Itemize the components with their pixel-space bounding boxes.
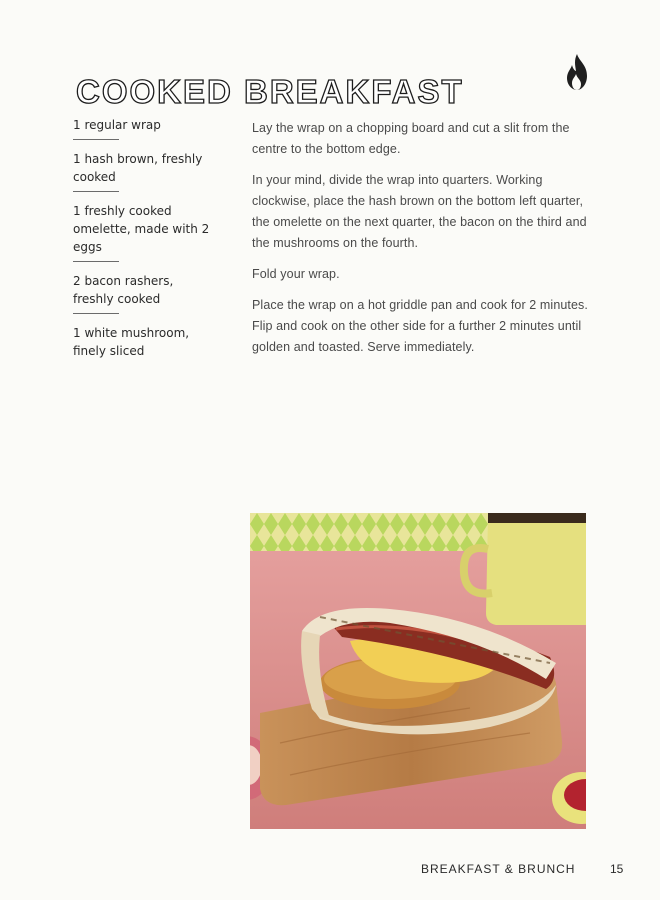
ingredient-item	[73, 324, 213, 366]
recipe-title: COOKED BREAKFAST	[76, 73, 464, 111]
section-name: BREAKFAST & BRUNCH	[421, 862, 576, 876]
ingredient-item	[73, 116, 213, 146]
ingredient-item	[73, 272, 213, 320]
ingredient-item	[73, 202, 213, 268]
flame-icon	[564, 53, 590, 91]
ingredient-text: 2 bacon rashers, freshly cooked	[73, 274, 174, 306]
ingredient-text: 1 freshly cooked omelette, made with 2 eggs	[73, 204, 210, 254]
ingredients-list	[73, 116, 213, 370]
method-step: Fold your wrap.	[252, 267, 340, 281]
ingredient-text: 1 white mushroom, finely sliced	[73, 326, 190, 358]
ingredient-text: 1 regular wrap	[73, 118, 161, 132]
method-steps	[252, 118, 592, 368]
divider	[73, 191, 119, 192]
divider	[73, 313, 119, 314]
divider	[73, 261, 119, 262]
divider	[73, 139, 119, 140]
ingredient-item	[73, 150, 213, 198]
recipe-photo	[250, 513, 586, 829]
page-number: 15	[610, 862, 624, 876]
ingredient-text: 1 hash brown, freshly cooked	[73, 152, 203, 184]
method-step: In your mind, divide the wrap into quarters. Working clockwise, place the hash brown on the bottom left quarter, the omelette on the next quarter, the bacon on the third and the mushrooms on the fourth.	[252, 173, 587, 250]
method-step: Lay the wrap on a chopping board and cut a slit from the centre to the bottom edge.	[252, 121, 570, 156]
method-step: Place the wrap on a hot griddle pan and cook for 2 minutes. Flip and cook on the other side for a further 2 minutes until golden and toasted. Serve immediately.	[252, 298, 588, 354]
